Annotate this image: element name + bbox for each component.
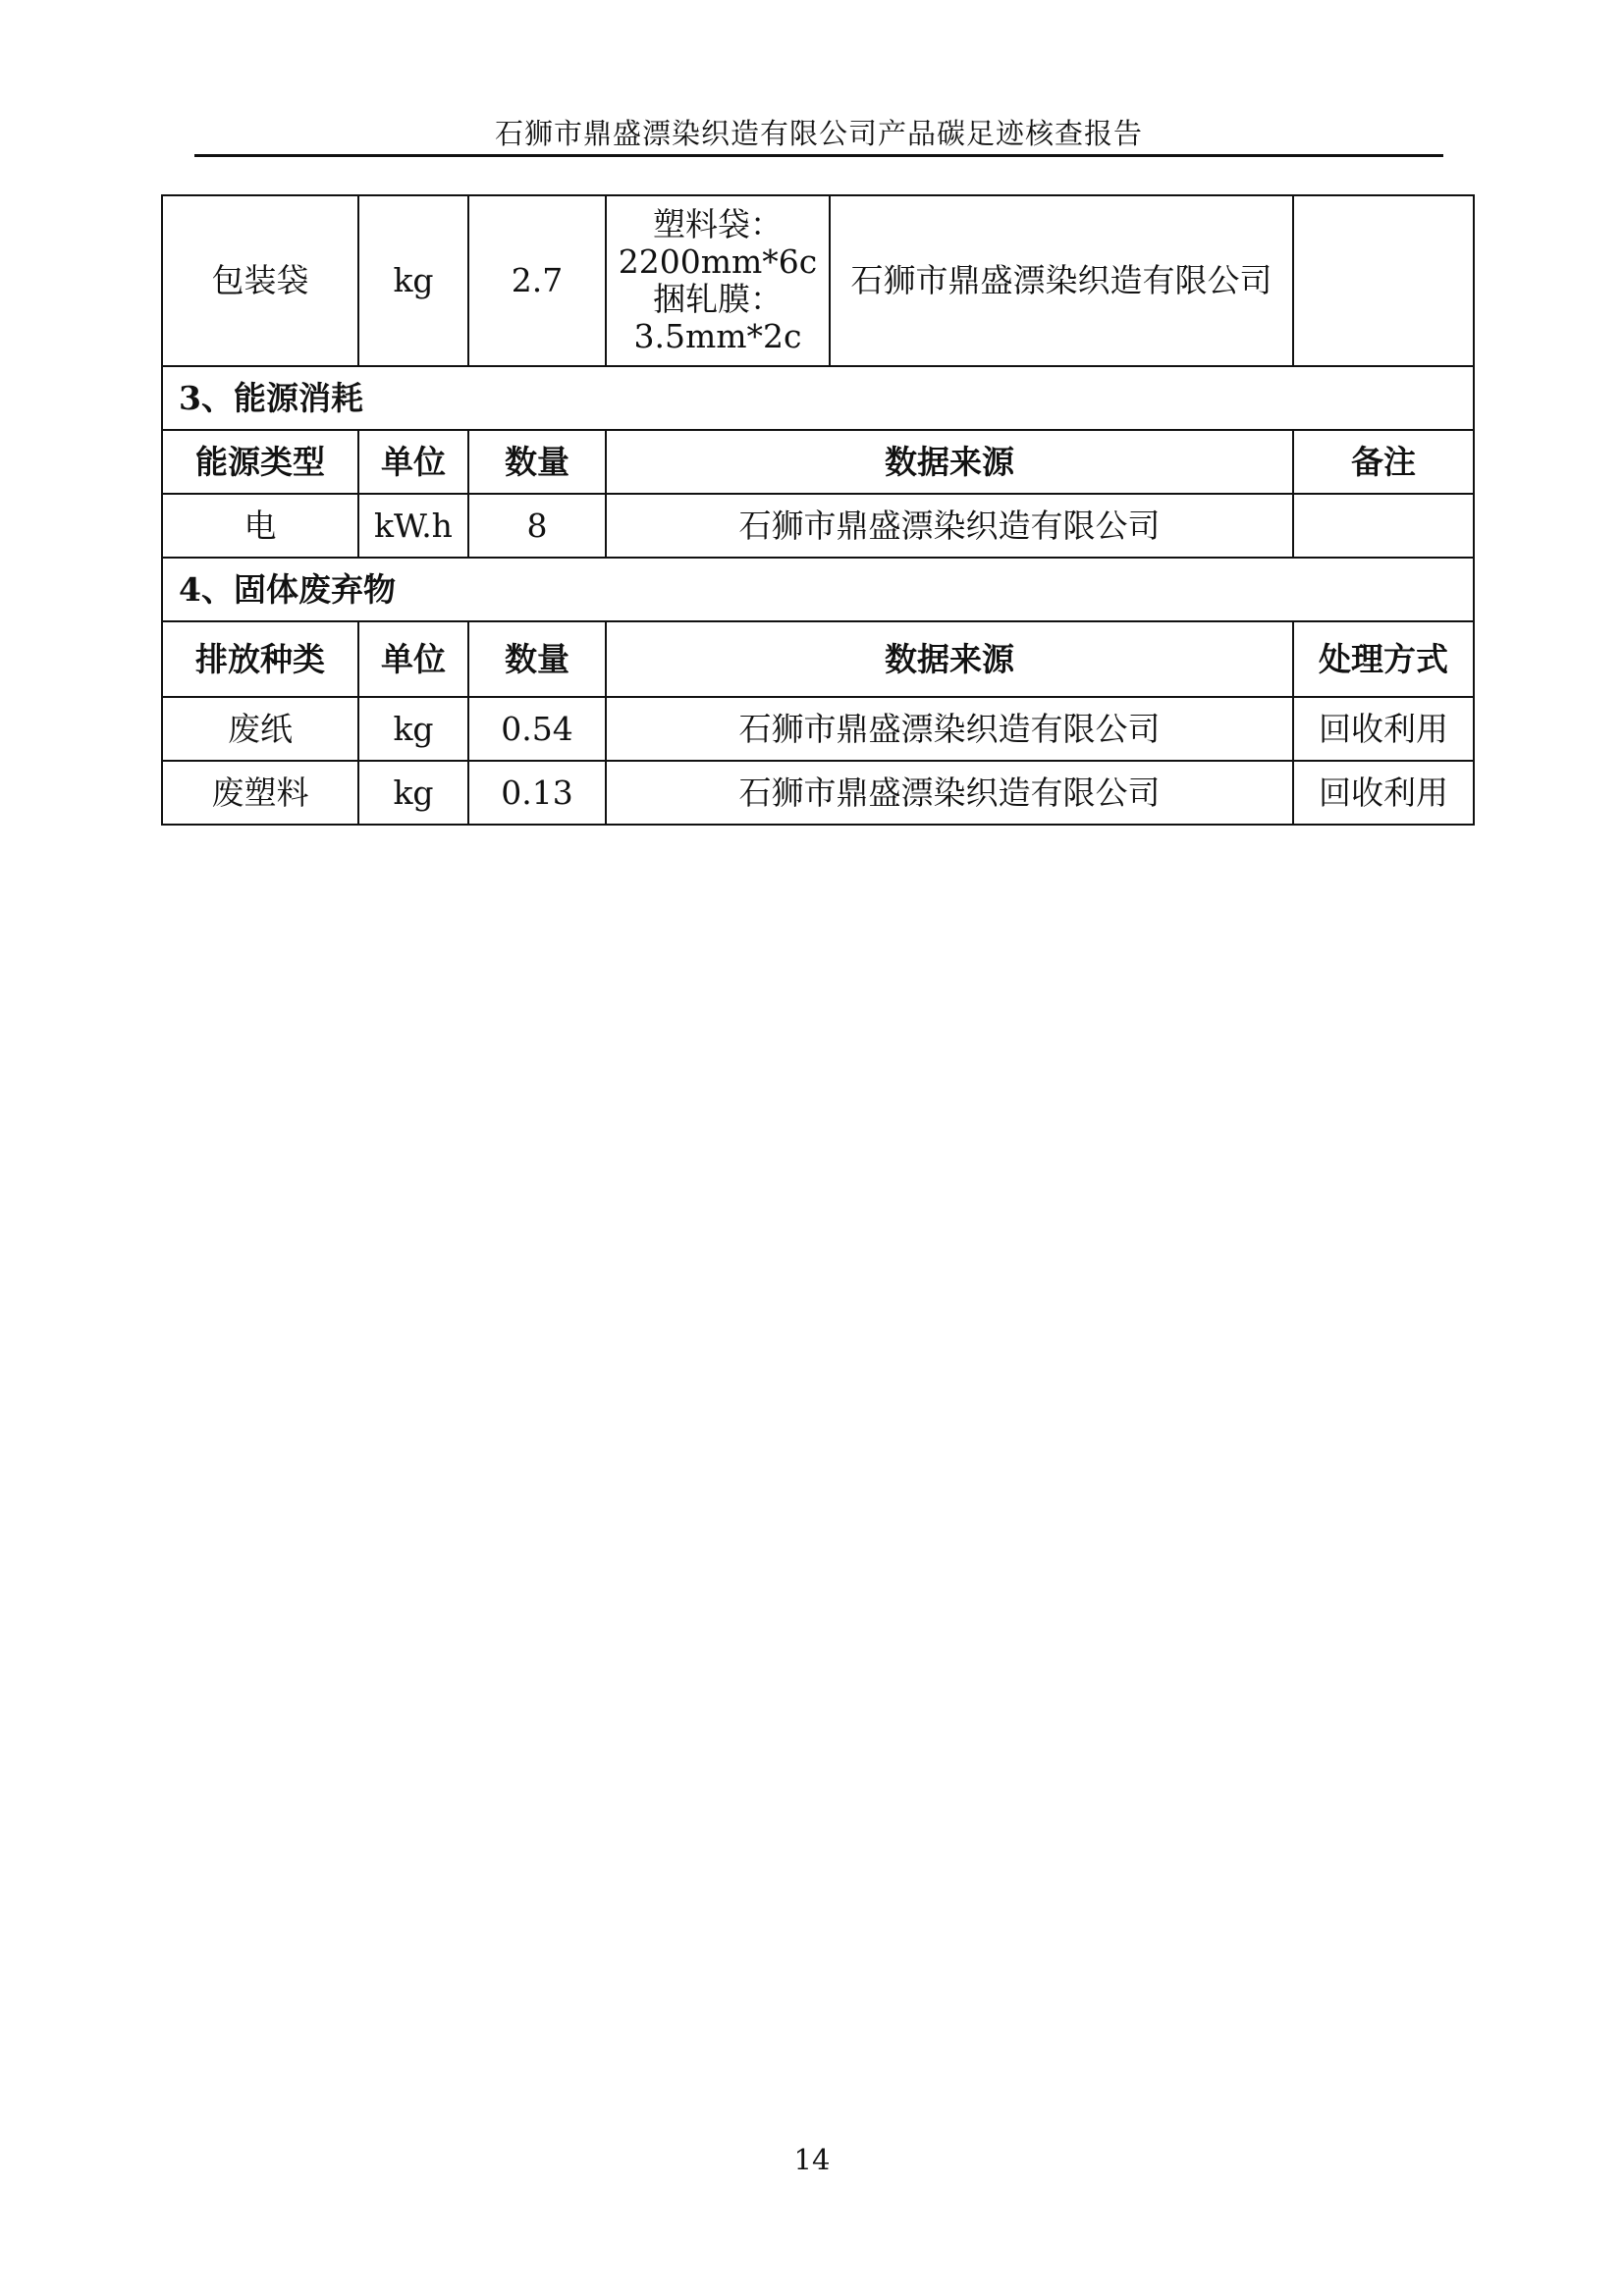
energy-section-title: 3、能源消耗 [162, 366, 1474, 430]
energy-header-note: 备注 [1293, 430, 1474, 494]
table-row [162, 761, 1474, 825]
waste-source-cell: 石狮市鼎盛漂染织造有限公司 [606, 761, 1293, 825]
energy-header-row [162, 430, 1474, 494]
energy-quantity-cell: 8 [468, 494, 606, 558]
table-row [162, 697, 1474, 761]
packaging-quantity-cell: 2.7 [468, 195, 606, 366]
page-header-title: 石狮市鼎盛漂染织造有限公司产品碳足迹核查报告 [494, 117, 1143, 150]
energy-section-row [162, 366, 1474, 430]
waste-unit-cell: kg [358, 761, 468, 825]
energy-unit-cell: kW.h [358, 494, 468, 558]
waste-source-cell: 石狮市鼎盛漂染织造有限公司 [606, 697, 1293, 761]
packaging-note-cell [1293, 195, 1474, 366]
waste-section-row [162, 558, 1474, 621]
page-number: 14 [793, 2143, 831, 2176]
spec-line: 捆轧膜： [653, 280, 783, 318]
waste-quantity-cell: 0.54 [468, 697, 606, 761]
energy-source-cell: 石狮市鼎盛漂染织造有限公司 [606, 494, 1293, 558]
packaging-source-cell: 石狮市鼎盛漂染织造有限公司 [830, 195, 1293, 366]
waste-header-type: 排放种类 [162, 621, 358, 697]
spec-line: 2200mm*6c [618, 242, 818, 281]
waste-header-row [162, 621, 1474, 697]
waste-header-treatment: 处理方式 [1293, 621, 1474, 697]
waste-header-source: 数据来源 [606, 621, 1293, 697]
packaging-row [162, 195, 1474, 366]
packaging-unit-cell: kg [358, 195, 468, 366]
spec-line: 塑料袋： [653, 205, 783, 243]
energy-note-cell [1293, 494, 1474, 558]
energy-header-unit: 单位 [358, 430, 468, 494]
header-divider [194, 154, 1443, 157]
energy-type-cell: 电 [162, 494, 358, 558]
waste-unit-cell: kg [358, 697, 468, 761]
waste-header-quantity: 数量 [468, 621, 606, 697]
energy-header-source: 数据来源 [606, 430, 1293, 494]
waste-type-cell: 废塑料 [162, 761, 358, 825]
waste-section-title: 4、固体废弃物 [162, 558, 1474, 621]
waste-type-cell: 废纸 [162, 697, 358, 761]
waste-header-unit: 单位 [358, 621, 468, 697]
energy-header-type: 能源类型 [162, 430, 358, 494]
packaging-name-cell: 包装袋 [162, 195, 358, 366]
waste-treatment-cell: 回收利用 [1293, 761, 1474, 825]
packaging-spec-cell [606, 195, 830, 366]
report-table [161, 194, 1475, 826]
waste-quantity-cell: 0.13 [468, 761, 606, 825]
table-row [162, 494, 1474, 558]
waste-treatment-cell: 回收利用 [1293, 697, 1474, 761]
energy-header-quantity: 数量 [468, 430, 606, 494]
spec-line: 3.5mm*2c [633, 317, 802, 355]
